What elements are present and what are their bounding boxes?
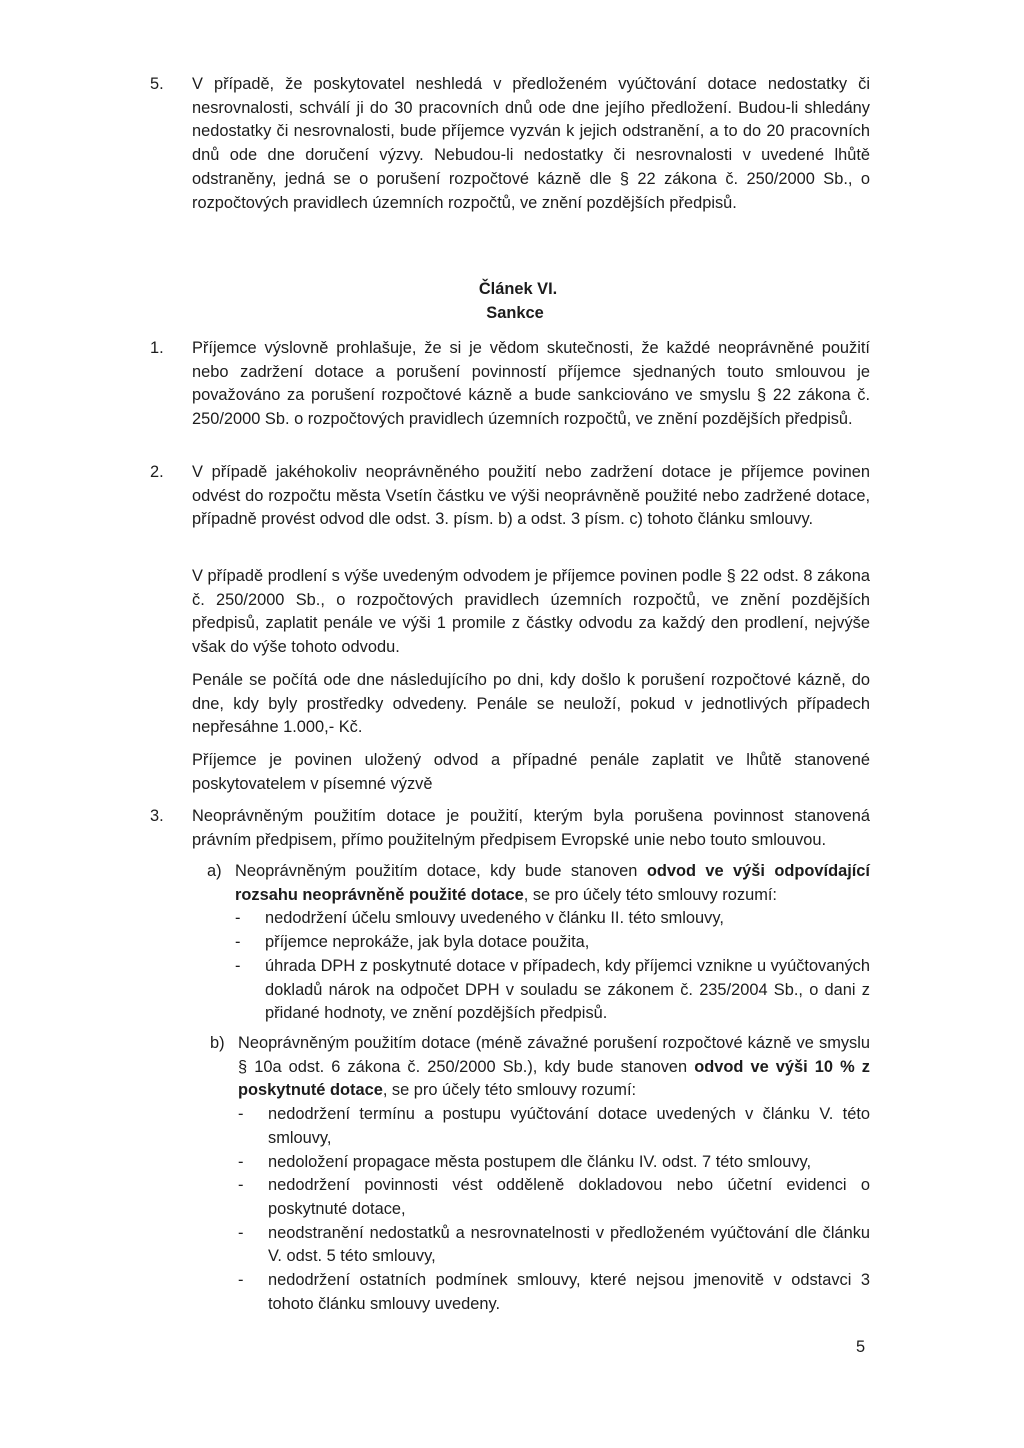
point-number: 3. <box>150 807 164 825</box>
subpoint-text-start: Neoprávněným použitím dotace, kdy bude stanoven <box>235 862 647 880</box>
subpoint-text <box>235 860 870 907</box>
dash-bullet: - <box>238 1223 244 1242</box>
subpoint-emphasis: odvod ve výši 10 % z poskytnuté dotace <box>238 1057 870 1100</box>
point-number: 1. <box>150 339 164 357</box>
article-subtitle: Sankce <box>486 304 544 322</box>
subpoint-a-list <box>235 907 870 1026</box>
dash-bullet: - <box>238 1152 244 1171</box>
list-item-text: nedodržení ostatních podmínek smlouvy, které nejsou jmenovitě v odstavci 3 tohoto článku smlouvy uvedeny. <box>268 1271 870 1313</box>
point-number: 2. <box>150 463 164 481</box>
penalty-paragraph: Penále se počítá ode dne následujícího po dni, kdy došlo k porušení rozpočtové kázně, do dne, kdy byly prostředky odvedeny. Penále se neuloží, pokud v jednotlivých případech nepřesáhne 1.000,- Kč. <box>192 671 870 737</box>
point-number: 5. <box>150 75 164 93</box>
list-item-text: nedodržení termínu a postupu vyúčtování dotace uvedených v článku V. této smlouvy, <box>268 1105 870 1147</box>
dash-bullet: - <box>235 933 241 952</box>
subpoint-text <box>238 1032 870 1103</box>
subpoint-text-end: , se pro účely této smlouvy rozumí: <box>523 885 777 904</box>
list-item <box>238 1151 870 1175</box>
list-item <box>235 907 870 931</box>
list-item-text: úhrada DPH z poskytnuté dotace v případech, kdy příjemci vznikne u vyúčtovaných dokladů nárok na odpočet DPH v souladu se zákonem č. 235/2004 Sb., o dani z přidané hodnoty, ve znění pozdějších předpisů. <box>265 956 870 1023</box>
point-text: Příjemce výslovně prohlašuje, že si je vědom skutečnosti, že každé neoprávněné použití nebo zadržení dotace a porušení povinností příjemce sjednaných touto smlouvou je považováno za porušení rozpočtové kázně a bude sankciováno ve smyslu § 22 zákona č. 250/2000 Sb. o rozpočtových pravidlech územních rozpočtů, ve znění pozdějších předpisů. <box>192 339 870 429</box>
list-item-text: nedoložení propagace města postupem dle článku IV. odst. 7 této smlouvy, <box>268 1152 812 1171</box>
subpoint-text-end: , se pro účely této smlouvy rozumí: <box>382 1081 637 1100</box>
subpoint-letter: b) <box>210 1034 225 1052</box>
subpoint-b-list <box>238 1103 870 1316</box>
dash-bullet: - <box>235 909 241 928</box>
point-text: V případě jakéhokoliv neoprávněného použití nebo zadržení dotace je příjemce povinen odvést do rozpočtu města Vsetín částku ve výši neoprávněně použité nebo zadržené dotace, případně provést odvod dle odst. 3. písm. b) a odst. 3 písm. c) tohoto článku smlouvy. <box>192 463 870 529</box>
list-item-text: nedodržení účelu smlouvy uvedeného v článku II. této smlouvy, <box>265 909 724 928</box>
subpoint-letter: a) <box>207 862 222 880</box>
list-item-text: neodstranění nedostatků a nesrovnatelnosti v předloženém vyúčtování dle článku V. odst. 5 této smlouvy, <box>268 1223 870 1266</box>
subpoint-b <box>210 1032 870 1316</box>
payment-deadline-paragraph: Příjemce je povinen uložený odvod a případné penále zaplatit ve lhůtě stanovené poskytovatelem v písemné výzvě <box>192 751 870 793</box>
dash-bullet: - <box>238 1105 244 1124</box>
subpoint-a <box>207 860 870 1026</box>
sanction-1 <box>150 337 870 432</box>
dash-bullet: - <box>238 1271 244 1290</box>
point-5 <box>150 73 870 215</box>
dash-bullet: - <box>235 956 241 975</box>
list-item-text: nedodržení povinnosti vést odděleně dokladovou nebo účetní evidenci o poskytnuté dotace, <box>268 1176 870 1218</box>
sanction-3 <box>150 805 870 852</box>
article-title: Článek VI. <box>478 280 558 298</box>
point-text: Neoprávněným použitím dotace je použití, kterým byla porušena povinnost stanovená právním předpisem, přímo použitelným předpisem Evropské unie nebo touto smlouvou. <box>192 807 870 849</box>
dash-bullet: - <box>238 1176 244 1195</box>
list-item <box>238 1269 870 1316</box>
subpoint-emphasis: odvod ve výši odpovídající rozsahu neoprávněně použité dotace <box>235 862 870 904</box>
late-payment-paragraph: V případě prodlení s výše uvedeným odvodem je příjemce povinen podle § 22 odst. 8 zákona č. 250/2000 Sb., o rozpočtových pravidlech územních rozpočtů, ve znění pozdějších předpisů, zaplatit penále ve výši 1 promile z částky odvodu za každý den prodlení, nejvýše však do výše tohoto odvodu. <box>192 567 870 657</box>
page-number: 5 <box>856 1338 866 1356</box>
list-item <box>238 1103 870 1150</box>
list-item <box>238 1174 870 1221</box>
subpoint-text-start: Neoprávněným použitím dotace (méně závažné porušení rozpočtové kázně ve smyslu § 10a odst. 6 zákona č. 250/2000 Sb.), kdy bude stanoven <box>238 1034 870 1076</box>
list-item <box>235 931 870 955</box>
list-item <box>238 1222 870 1269</box>
list-item-text: příjemce neprokáže, jak byla dotace použita, <box>265 933 590 952</box>
point-text: V případě, že poskytovatel neshledá v předloženém vyúčtování dotace nedostatky či nesrovnalosti, schválí ji do 30 pracovních dnů ode dne jejího předložení. Budou-li shledány nedostatky či nesrovnalosti, bude příjemce vyzván k jejich odstranění, a to do 20 pracovních dnů ode dne doručení výzvy. Nebudou-li nedostatky či nesrovnalosti v uvedené lhůtě odstraněny, jedná se o porušení rozpočtové kázně dle § 22 zákona č. 250/2000 Sb., o rozpočtových pravidlech územních rozpočtů, ve znění pozdějších předpisů. <box>192 75 870 212</box>
sanction-2 <box>150 461 870 532</box>
list-item <box>235 955 870 1026</box>
